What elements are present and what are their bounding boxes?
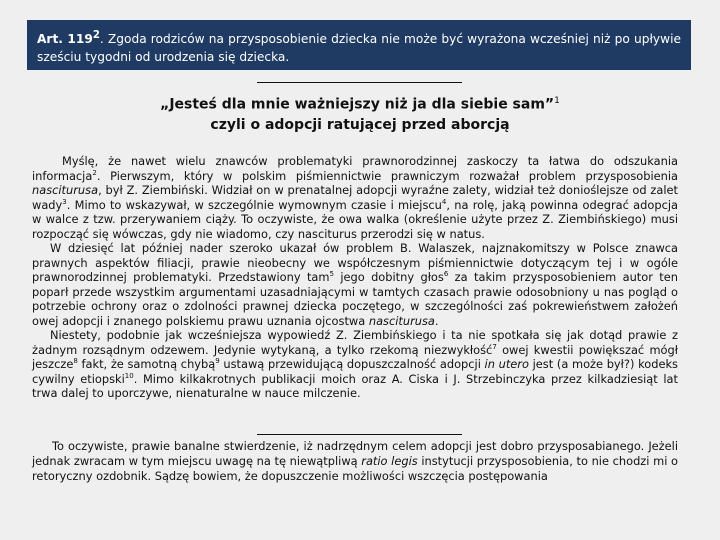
divider-bottom [257,434,462,435]
paragraph-2: W dziesięć lat później nader szeroko ukazał ów problem B. Walaszek, najznakomitszy w Polsce znawca prawnych aspektów filiacji, prawie nieobecny we współczesnym piśmiennictwie dotyczącym tej i w ogóle prawnorodzinnej problematyki. Przedstawiony tam$^5$ jego dobitny głos$^6$ za takim przysposobieniem autor ten poparł przede wszystkim argumentami uzasadniającymi w tamtych czasach prawie odosobniony u nas pogląd o potrzebie ochrony oraz o zdolności prawnej dziecka poczętego, w szczególności zaś pokrewieństwem założeń owej adopcji i znanego polskiemu prawu uznania ojcostwa nasciturusa. [32,241,678,328]
article-number: Art. $119^2$ [37,30,100,47]
paragraph-1: Myślę, że nawet wielu znawców problematyki prawnorodzinnej zaskoczy ta łatwa do odszukania informacja$^2$. Pierwszym, który w polskim piśmiennictwie prawniczym rozważał problem przysposobienia nasciturusa, był Z. Ziembiński. Widział on w prenatalnej adopcji wyraźne zalety, widział też donioślejsze od zalet wady$^3$. Mimo to wskazywał, w szczególnie wymownym czasie i miejscu$^4$, na rolę, jaką powinna odegrać adopcja w walce z tzw. przerywaniem ciąży. To oczywiste, że owa walka (określenie użyte przez Z. Ziembińskiego) musi rozpocząć się wówczas, gdy nie wiadomo, czy nasciturus przerodzi się w natus. [32,154,678,241]
paragraph-4: To oczywiste, prawie banalne stwierdzenie, iż nadrzędnym celem adopcji jest dobro przysposabianego. Jeżeli jednak zwracam w tym miejscu uwagę na tę niewątpliwą ratio legis instytucji przysposobienia, to nie chodzi mi o retoryczny ozdobnik. Sądzę bowiem, że dopuszczenie możliwości wszczęcia postępowania [32,439,678,484]
body-text [32,154,678,401]
article-text: . Zgoda rodziców na przysposobienie dziecka nie może być wyrażona wcześniej niż po upływie sześciu tygodni od urodzenia się dziecka. [37,32,681,65]
bottom-text [32,439,678,485]
divider-top [257,82,462,83]
article-header-box [27,20,691,70]
page-title [0,91,720,135]
title-line-1: „Jesteś dla mnie ważniejszy niż ja dla siebie sam”$^1$ [160,96,560,113]
title-line-2: czyli o adopcji ratującej przed aborcją [210,116,510,133]
paragraph-3: Niestety, podobnie jak wcześniejsza wypowiedź Z. Ziembińskiego i ta nie spotkała się jak dotąd prawie z żadnym rozsądnym odzewem. Jedynie wytykaną, a tylko rzekomą niezwykłość$^7$ owej kwestii powiększać mógł jeszcze$^8$ fakt, że samotną chybą$^9$ ustawą przewidującą dopuszczalność adopcji in utero jest (a może był?) kodeks cywilny etiopski$^{10}$. Mimo kilkakrotnych publikacji moich oraz A. Ciska i J. Strzebinczyka przez kilkadziesiąt lat trwa dalej to uporczywe, nienaturalne w nauce milczenie. [32,328,678,400]
